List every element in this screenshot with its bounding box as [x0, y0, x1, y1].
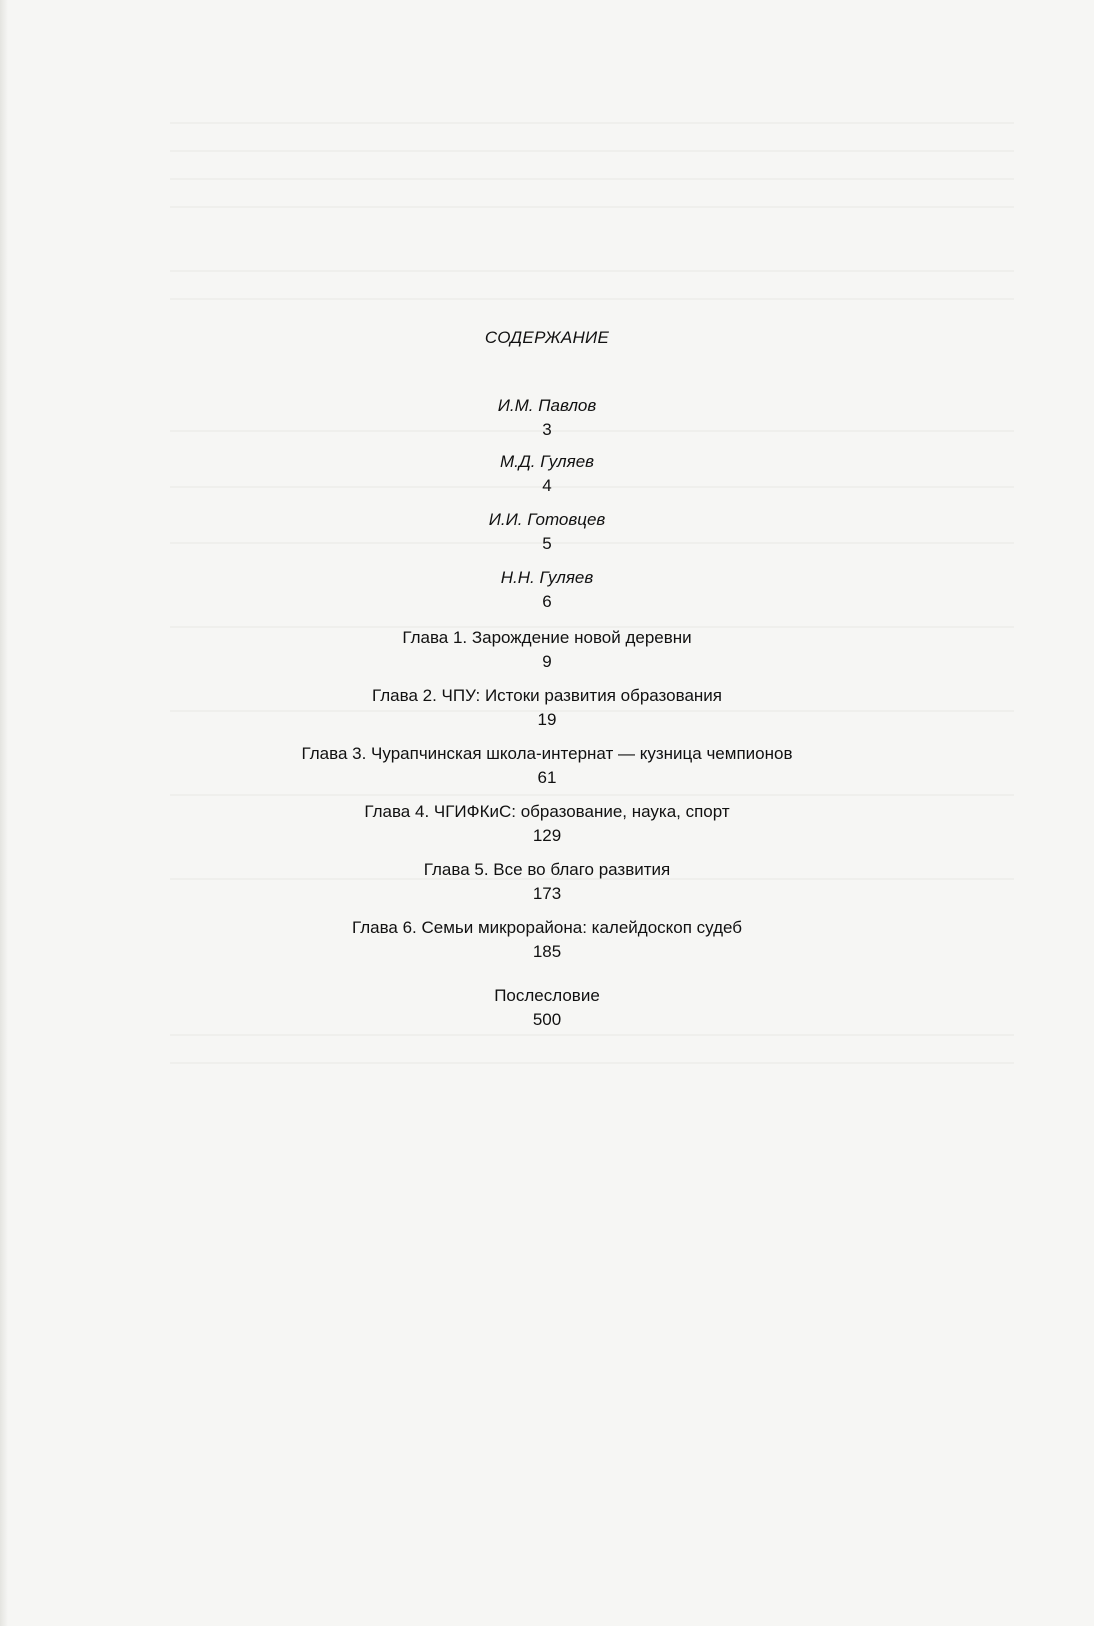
bleed-through-line: [170, 122, 1014, 124]
toc-entry-page: 6: [542, 592, 552, 611]
toc-entry-page: 4: [542, 476, 552, 495]
toc-entry: [0, 684, 1094, 732]
toc-entry-label: М.Д. Гуляев: [499, 452, 595, 471]
toc-entry: [0, 984, 1094, 1032]
bleed-through-line: [170, 794, 1014, 796]
toc-entry-page: 500: [532, 1010, 562, 1029]
toc-entry-page: 61: [537, 768, 557, 787]
page-title: СОДЕРЖАНИЕ: [484, 328, 610, 347]
toc-entry-page: 173: [532, 884, 562, 903]
bleed-through-line: [170, 270, 1014, 272]
toc-entry-page: 129: [532, 826, 562, 845]
toc-entry: [0, 566, 1094, 614]
toc-entry: [0, 626, 1094, 674]
toc-entry: [0, 800, 1094, 848]
toc-entry-page: 5: [542, 534, 552, 553]
toc-entry: [0, 394, 1094, 442]
toc-entry-label: Глава 3. Чурапчинская школа-интернат — кузница чемпионов: [301, 744, 793, 763]
toc-entry-label: Н.Н. Гуляев: [500, 568, 594, 587]
toc-entry-label: Глава 1. Зарождение новой деревни: [402, 628, 692, 647]
bleed-through-line: [170, 1034, 1014, 1036]
toc-entry-label: И.И. Готовцев: [488, 510, 606, 529]
toc-entry-label: Глава 6. Семьи микрорайона: калейдоскоп судеб: [351, 918, 743, 937]
bleed-through-line: [170, 150, 1014, 152]
toc-entry-page: 185: [532, 942, 562, 961]
toc-entry-label: И.М. Павлов: [497, 396, 597, 415]
toc-entry-label: Глава 4. ЧГИФКиС: образование, наука, спорт: [364, 802, 730, 821]
bleed-through-line: [170, 178, 1014, 180]
toc-entry-label: Глава 2. ЧПУ: Истоки развития образования: [372, 686, 722, 705]
toc-entry: [0, 858, 1094, 906]
toc-entry: [0, 508, 1094, 556]
toc-entry: [0, 916, 1094, 964]
toc-entry-page: 3: [542, 420, 552, 439]
bleed-through-line: [170, 1062, 1014, 1064]
bleed-through-line: [170, 206, 1014, 208]
toc-entry-page: 9: [542, 652, 552, 671]
toc-entry: [0, 450, 1094, 498]
toc-entry-label: Послесловие: [494, 986, 600, 1005]
toc-entry-label: Глава 5. Все во благо развития: [423, 860, 671, 879]
bleed-through-line: [170, 298, 1014, 300]
toc-entry: [0, 742, 1094, 790]
toc-entry-page: 19: [537, 710, 557, 729]
